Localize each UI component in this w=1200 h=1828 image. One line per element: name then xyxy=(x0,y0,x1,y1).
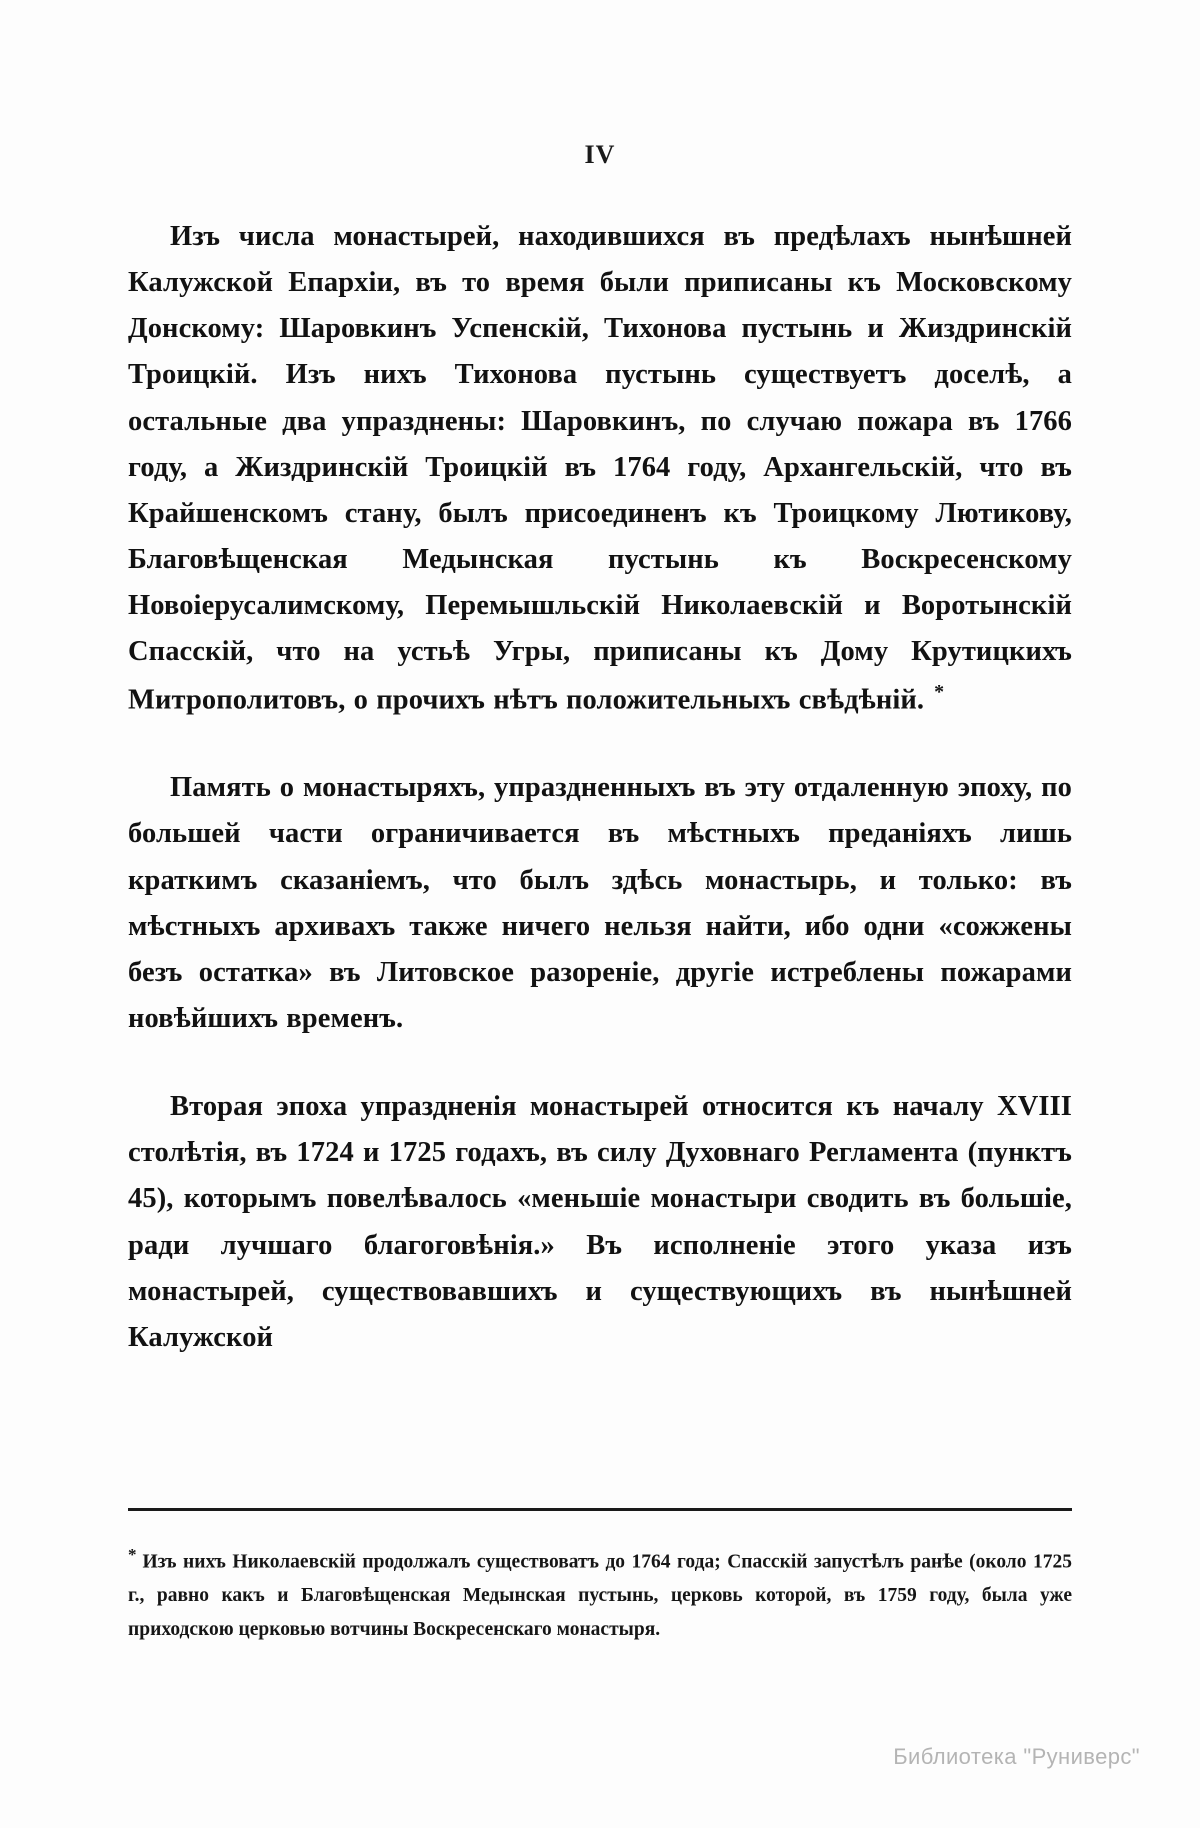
paragraph-1 xyxy=(128,214,1072,723)
paragraph-2: Память о монастыряхъ, упраздненныхъ въ эту отдаленную эпоху, по большей части ограничивается въ мѣстныхъ преданіяхъ лишь краткимъ сказаніемъ, что былъ здѣсь монастырь, и только: въ мѣстныхъ архивахъ также ничего нельзя найти, ибо одни «сожжены безъ остатка» въ Литовское разореніе, другіе истреблены пожарами новѣйшихъ временъ. xyxy=(128,772,1072,1034)
page-text-column xyxy=(128,140,1072,1361)
footnote-text: Изъ нихъ Николаевскій продолжалъ существоватъ до 1764 года; Спасскій запустѣлъ ранѣе (около 1725 г., равно какъ и Благовѣщенская Медынская пустынь, церковь которой, въ 1759 году, была уже приходскою церковью вотчины Воскресенскаго монастыря. xyxy=(128,1551,1072,1640)
page-number: IV xyxy=(584,140,616,169)
library-watermark: Библиотека "Руниверс" xyxy=(893,1744,1140,1769)
footnote-reference-marker: * xyxy=(934,680,945,703)
footnote-divider xyxy=(128,1508,1072,1511)
paragraph-3: Вторая эпоха упраздненія монастырей относится къ началу XVIII столѣтія, въ 1724 и 1725 годахъ, въ силу Духовнаго Регламента (пунктъ 45), которымъ повелѣвалось «меньшіе монастыри сводить въ большіе, ради лучшаго благоговѣнія.» Въ исполненіе этого указа изъ монастырей, существовавшихъ и существующихъ въ нынѣшней Калужской xyxy=(128,1091,1072,1353)
paragraph-1-text: Изъ числа монастырей, находившихся въ предѣлахъ нынѣшней Калужской Епархіи, въ то время были приписаны къ Московскому Донскому: Шаровкинъ Успенскій, Тихонова пустынь и Жиздринскій Троицкій. Изъ нихъ Тихонова пустынь существуетъ доселѣ, а остальные два упразднены: Шаровкинъ, по случаю пожара въ 1766 году, а Жиздринскій Троицкій въ 1764 году, Архангельскій, что въ Крайшенскомъ стану, былъ присоединенъ къ Троицкому Лютикову, Благовѣщенская Медынская пустынь къ Воскресенскому Новоіерусалимскому, Перемышльскій Николаевскій и Воротынскій Спасскій, что на устьѣ Угры, приписаны къ Дому Крутицкихъ Митрополитовъ, о прочихъ нѣтъ положительныхъ свѣдѣній. xyxy=(128,221,1072,716)
footnote-block xyxy=(128,1540,1072,1646)
footnote-marker: * xyxy=(128,1545,137,1564)
